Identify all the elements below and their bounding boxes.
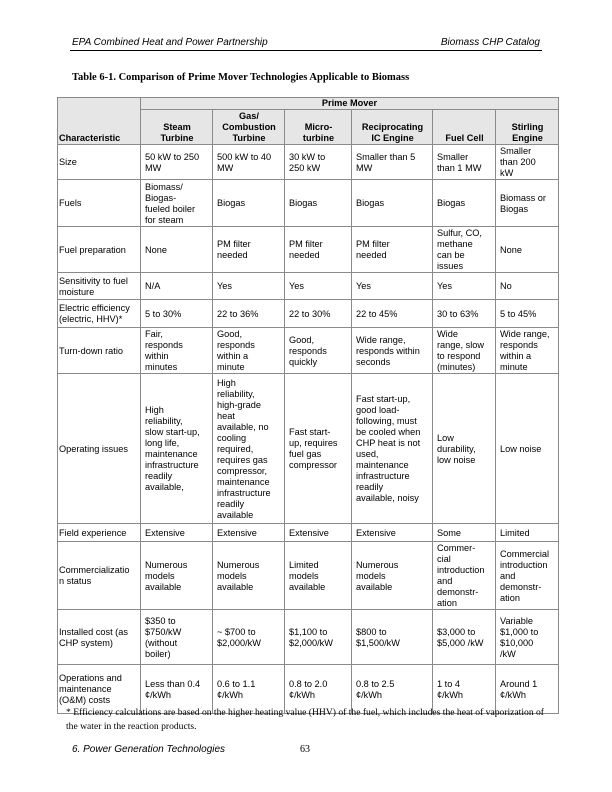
table-cell: Wide range, responds within a minute: [496, 328, 559, 374]
table-cell: Fast start-up, good load- following, must be cooled when CHP heat is not used, maintenance infrastructure readily available, noisy: [352, 374, 433, 524]
column-header: Characteristic: [58, 98, 141, 145]
table-row: [58, 542, 559, 610]
table-cell: 50 kW to 250 MW: [141, 145, 213, 180]
table-cell: 500 kW to 40 MW: [213, 145, 285, 180]
table-row: [58, 273, 559, 300]
table-cell: 5 to 30%: [141, 300, 213, 328]
table-cell: Smaller than 1 MW: [433, 145, 496, 180]
table-cell: PM filter needed: [285, 227, 352, 273]
table-cell: Limited: [496, 524, 559, 542]
table-cell: High reliability, slow start-up, long life, maintenance infrastructure readily available,: [141, 374, 213, 524]
row-label: Sensitivity to fuel moisture: [58, 273, 141, 300]
table-cell: Commer- cial introduction and demonstr- ation: [433, 542, 496, 610]
table-cell: Numerous models available: [213, 542, 285, 610]
column-header: Steam Turbine: [141, 110, 213, 145]
row-label: Field experience: [58, 524, 141, 542]
table-row: [58, 145, 559, 180]
column-header: Stirling Engine: [496, 110, 559, 145]
table-cell: Commercial introduction and demonstr- ation: [496, 542, 559, 610]
table-title: Table 6-1. Comparison of Prime Mover Technologies Applicable to Biomass: [72, 72, 410, 83]
running-header-left: EPA Combined Heat and Power Partnership: [72, 37, 268, 48]
row-label: Installed cost (as CHP system): [58, 610, 141, 665]
table-cell: $350 to $750/kW (without boiler): [141, 610, 213, 665]
column-header: Gas/ Combustion Turbine: [213, 110, 285, 145]
table-cell: Biogas: [285, 180, 352, 227]
table-cell: Biogas: [433, 180, 496, 227]
table-cell: Good, responds quickly: [285, 328, 352, 374]
table-row: [58, 180, 559, 227]
header-divider: [70, 50, 542, 51]
column-header: Reciprocating IC Engine: [352, 110, 433, 145]
group-header-row: [58, 98, 559, 110]
table-row: [58, 227, 559, 273]
row-label: Operations and maintenance (O&M) costs: [58, 665, 141, 714]
table-row: [58, 610, 559, 665]
table-cell: Yes: [213, 273, 285, 300]
table-cell: 0.8 to 2.5 ¢/kWh: [352, 665, 433, 714]
table-cell: 22 to 30%: [285, 300, 352, 328]
table-cell: Numerous models available: [141, 542, 213, 610]
table-cell: Limited models available: [285, 542, 352, 610]
table-row: [58, 300, 559, 328]
table-cell: Biomass or Biogas: [496, 180, 559, 227]
table-cell: 0.6 to 1.1 ¢/kWh: [213, 665, 285, 714]
column-header: Micro- turbine: [285, 110, 352, 145]
page-number: 63: [300, 744, 310, 755]
running-header-right: Biomass CHP Catalog: [440, 37, 540, 48]
row-label: Fuels: [58, 180, 141, 227]
table-cell: High reliability, high-grade heat available, no cooling required, requires gas compressor, maintenance infrastructure readily available: [213, 374, 285, 524]
table-row: [58, 374, 559, 524]
table-cell: Yes: [352, 273, 433, 300]
table-cell: 22 to 36%: [213, 300, 285, 328]
table-cell: 30 kW to 250 kW: [285, 145, 352, 180]
table-cell: Some: [433, 524, 496, 542]
table-cell: ~ $700 to $2,000/kW: [213, 610, 285, 665]
row-label: Commercializatio n status: [58, 542, 141, 610]
row-label: Electric efficiency (electric, HHV)*: [58, 300, 141, 328]
row-label: Turn-down ratio: [58, 328, 141, 374]
table-row: [58, 328, 559, 374]
table-cell: Smaller than 5 MW: [352, 145, 433, 180]
row-label: Fuel preparation: [58, 227, 141, 273]
row-label: Size: [58, 145, 141, 180]
table-cell: None: [141, 227, 213, 273]
table-cell: Low noise: [496, 374, 559, 524]
table-cell: Fair, responds within minutes: [141, 328, 213, 374]
table-cell: PM filter needed: [213, 227, 285, 273]
table-cell: Numerous models available: [352, 542, 433, 610]
table-cell: Biomass/ Biogas- fueled boiler for steam: [141, 180, 213, 227]
row-label: Operating issues: [58, 374, 141, 524]
table-cell: Extensive: [352, 524, 433, 542]
table-cell: Wide range, responds within seconds: [352, 328, 433, 374]
table-cell: Extensive: [213, 524, 285, 542]
column-header: Fuel Cell: [433, 110, 496, 145]
table-cell: Smaller than 200 kW: [496, 145, 559, 180]
table-cell: Good, responds within a minute: [213, 328, 285, 374]
table-cell: N/A: [141, 273, 213, 300]
table-cell: $800 to $1,500/kW: [352, 610, 433, 665]
table-cell: Extensive: [141, 524, 213, 542]
table-cell: Variable $1,000 to $10,000 /kW: [496, 610, 559, 665]
table-cell: 30 to 63%: [433, 300, 496, 328]
table-cell: 5 to 45%: [496, 300, 559, 328]
table-cell: Yes: [433, 273, 496, 300]
footnote: * Efficiency calculations are based on the higher heating value (HHV) of the fuel, which includes the heat of vaporization of the water in the reaction products.: [66, 707, 545, 732]
table-cell: Low durability, low noise: [433, 374, 496, 524]
table-cell: PM filter needed: [352, 227, 433, 273]
table-cell: 22 to 45%: [352, 300, 433, 328]
table-cell: $3,000 to $5,000 /kW: [433, 610, 496, 665]
table-cell: None: [496, 227, 559, 273]
table-cell: Around 1 ¢/kWh: [496, 665, 559, 714]
prime-mover-header: Prime Mover: [141, 98, 559, 110]
table-cell: Biogas: [352, 180, 433, 227]
table-cell: Yes: [285, 273, 352, 300]
table-cell: No: [496, 273, 559, 300]
table-cell: 1 to 4 ¢/kWh: [433, 665, 496, 714]
table-cell: $1,100 to $2,000/kW: [285, 610, 352, 665]
footer-section: 6. Power Generation Technologies: [72, 744, 226, 755]
table-row: [58, 524, 559, 542]
table-cell: Extensive: [285, 524, 352, 542]
table-cell: 0.8 to 2.0 ¢/kWh: [285, 665, 352, 714]
table-cell: Wide range, slow to respond (minutes): [433, 328, 496, 374]
comparison-table: [57, 97, 559, 714]
table-cell: Less than 0.4 ¢/kWh: [141, 665, 213, 714]
table-cell: Sulfur, CO, methane can be issues: [433, 227, 496, 273]
table-cell: Fast start- up, requires fuel gas compressor: [285, 374, 352, 524]
table-cell: Biogas: [213, 180, 285, 227]
